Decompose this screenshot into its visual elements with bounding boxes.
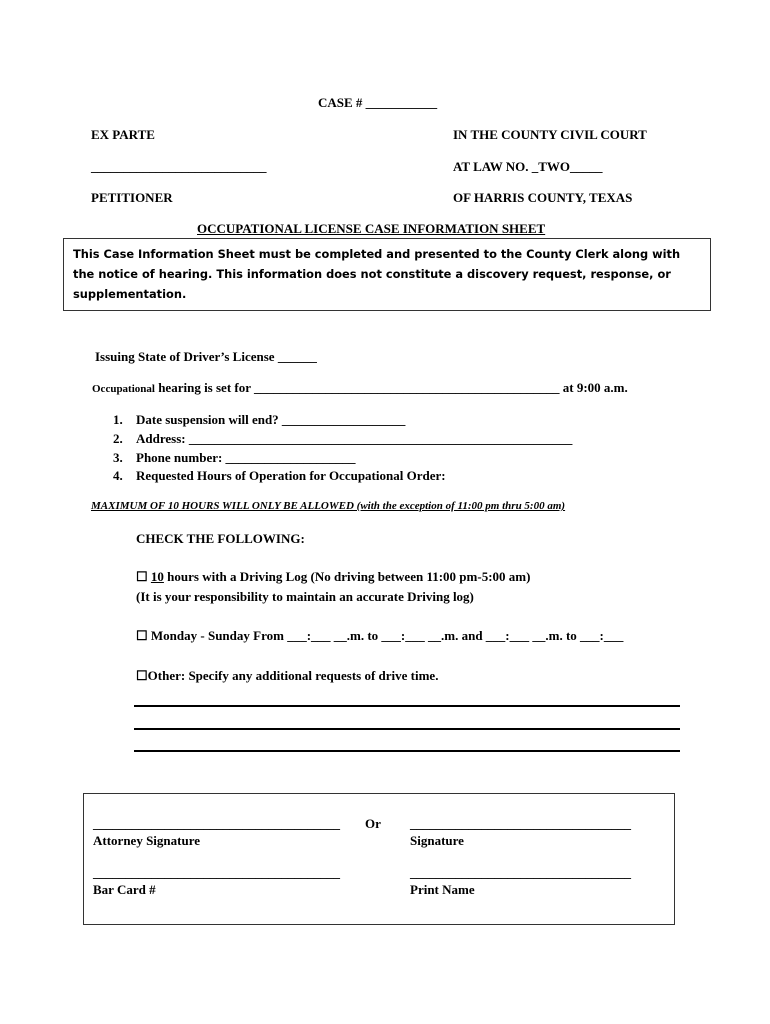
check-heading: CHECK THE FOLLOWING:: [136, 531, 305, 546]
attorney-signature-label: Attorney Signature: [93, 833, 201, 848]
checkbox-icon[interactable]: ☐: [136, 569, 148, 584]
option-monday-sunday-hours[interactable]: ☐ Monday - Sunday From ___:___ __.m. to ___:___ __.m. and ___:___ __.m. to ___:___: [136, 628, 624, 643]
list-item-1[interactable]: [113, 412, 406, 428]
notice-text: This Case Information Sheet must be completed and presented to the County Clerk along with the notice of hearing. This information does not constitute a discovery request, response, or supplementation.: [73, 247, 681, 301]
attorney-signature-line[interactable]: ______________________________________: [93, 816, 340, 831]
court-line-3: OF HARRIS COUNTY, TEXAS: [453, 190, 633, 205]
list-item-4: [113, 468, 446, 484]
list-number: 1.: [113, 412, 123, 427]
case-number: CASE # ___________: [318, 95, 438, 110]
list-text: Address: ___________________________________________________________: [136, 431, 573, 446]
petitioner-name-blank[interactable]: ___________________________: [91, 159, 267, 174]
signature-line[interactable]: __________________________________: [410, 816, 631, 831]
print-name-label: Print Name: [410, 882, 475, 897]
list-text: Date suspension will end? ___________________: [136, 412, 406, 427]
option-hours-value: 10: [150, 569, 164, 584]
other-request-line-1[interactable]: [134, 705, 680, 707]
list-item-3[interactable]: [113, 450, 356, 466]
hearing-field[interactable]: [92, 380, 628, 396]
signature-label: Signature: [410, 833, 464, 848]
court-line-1: IN THE COUNTY CIVIL COURT: [453, 127, 647, 142]
max-hours-note: MAXIMUM OF 10 HOURS WILL ONLY BE ALLOWED (with the exception of 11:00 pm thru 5:00 am): [91, 500, 566, 512]
signature-box: [83, 793, 675, 925]
ex-parte-label: EX PARTE: [91, 127, 155, 142]
notice-box: [63, 238, 711, 311]
list-text: Requested Hours of Operation for Occupational Order:: [136, 468, 446, 483]
bar-card-line[interactable]: ______________________________________: [93, 865, 340, 880]
hearing-prefix: Occupational: [92, 383, 155, 395]
list-number: 4.: [113, 468, 123, 483]
print-name-line[interactable]: __________________________________: [410, 865, 631, 880]
option-other[interactable]: ☐Other: Specify any additional requests of drive time.: [136, 668, 439, 683]
petitioner-label: PETITIONER: [91, 190, 173, 205]
other-request-line-2[interactable]: [134, 728, 680, 730]
court-line-2: AT LAW NO. _TWO_____: [453, 159, 603, 174]
option-1-note: (It is your responsibility to maintain an accurate Driving log): [136, 589, 474, 604]
option-text: hours with a Driving Log (No driving between 11:00 pm-5:00 am): [163, 569, 531, 584]
list-text: Phone number: ____________________: [136, 450, 356, 465]
or-label: Or: [365, 816, 381, 831]
bar-card-label: Bar Card #: [93, 882, 156, 897]
other-request-line-3[interactable]: [134, 750, 680, 752]
hearing-text: hearing is set for _______________________________________________ at 9:00 a.m.: [154, 380, 628, 395]
list-number: 3.: [113, 450, 123, 465]
option-10-hours-driving-log[interactable]: [136, 569, 530, 585]
list-item-2[interactable]: [113, 431, 573, 447]
issuing-state-field[interactable]: Issuing State of Driver’s License ______: [95, 349, 317, 364]
list-number: 2.: [113, 431, 123, 446]
form-title: OCCUPATIONAL LICENSE CASE INFORMATION SHEET: [197, 221, 546, 236]
